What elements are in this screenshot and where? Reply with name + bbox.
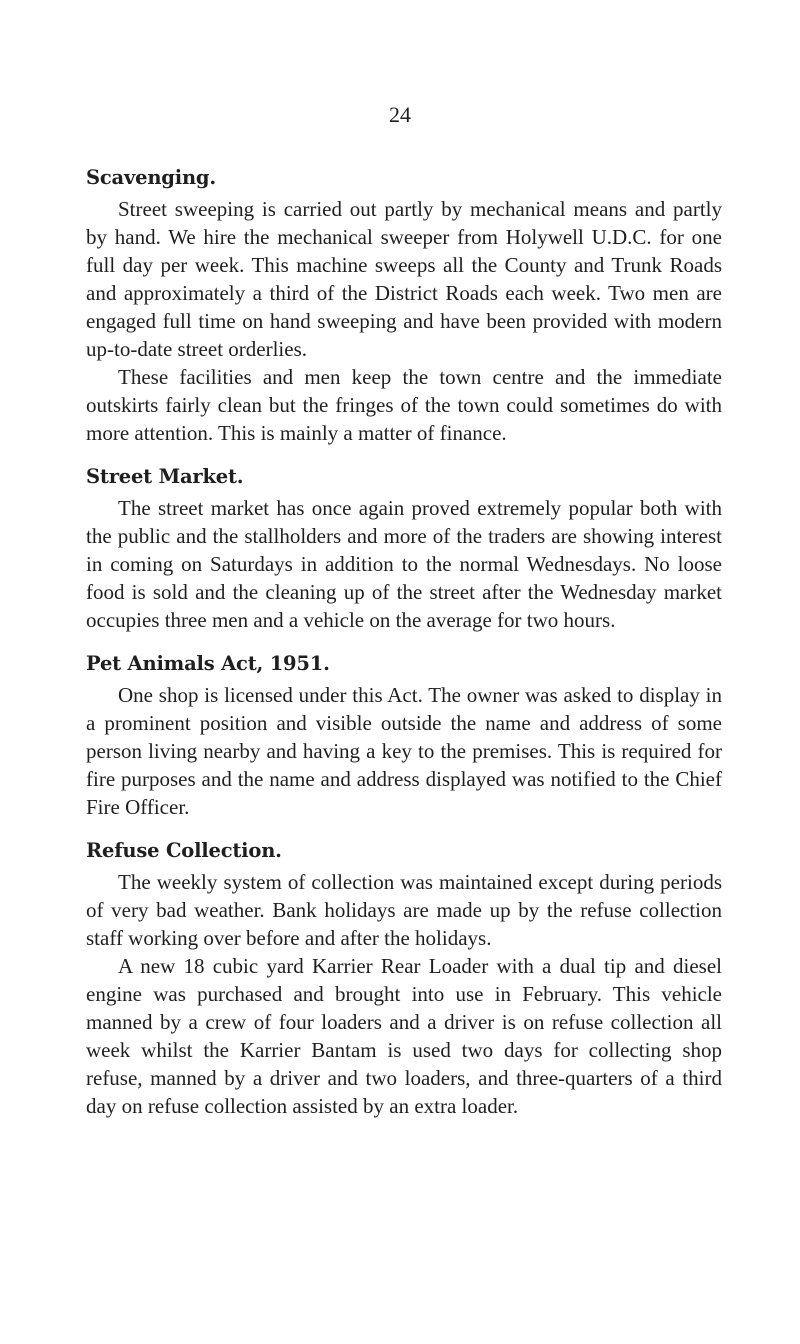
section-heading: Street Market.: [86, 465, 244, 488]
paragraph: The street market has once again proved extremely popular both with the public and the stallholders and more of the traders are showing interest in coming on Saturdays in addition to the normal Wednesdays. No loose food is sold and the cleaning up of the street after the Wednesday market occupies three men and a vehicle on the average for two hours.: [86, 496, 722, 632]
section-heading: Scavenging.: [86, 166, 216, 189]
section-pet-animals-act: [86, 652, 722, 821]
paragraph: The weekly system of collection was maintained except during periods of very bad weather. Bank holidays are made up by the refuse collection staff working over before and after the holidays.: [86, 870, 722, 950]
section-refuse-collection: [86, 839, 722, 1120]
section-heading: Refuse Collection.: [86, 839, 282, 862]
paragraph: These facilities and men keep the town centre and the immediate outskirts fairly clean but the fringes of the town could sometimes do with more attention. This is mainly a matter of finance.: [86, 365, 722, 445]
document-body: [86, 166, 722, 1138]
section-scavenging: [86, 166, 722, 447]
page-number: 24: [389, 102, 411, 127]
section-street-market: [86, 465, 722, 634]
paragraph: Street sweeping is carried out partly by mechanical means and partly by hand. We hire the mechanical sweeper from Holywell U.D.C. for one full day per week. This machine sweeps all the County and Trunk Roads and approximately a third of the District Roads each week. Two men are engaged full time on hand sweeping and have been provided with modern up-to-date street orderlies.: [86, 197, 722, 361]
paragraph: One shop is licensed under this Act. The owner was asked to display in a prominent position and visible outside the name and address of some person living nearby and having a key to the premises. This is required for fire purposes and the name and address displayed was notified to the Chief Fire Officer.: [86, 683, 722, 819]
section-heading: Pet Animals Act, 1951.: [86, 652, 330, 675]
paragraph: A new 18 cubic yard Karrier Rear Loader with a dual tip and diesel engine was purchased and brought into use in February. This vehicle manned by a crew of four loaders and a driver is on refuse collection all week whilst the Karrier Bantam is used two days for collecting shop refuse, manned by a driver and two loaders, and three-quarters of a third day on refuse collection assisted by an extra loader.: [86, 954, 722, 1118]
